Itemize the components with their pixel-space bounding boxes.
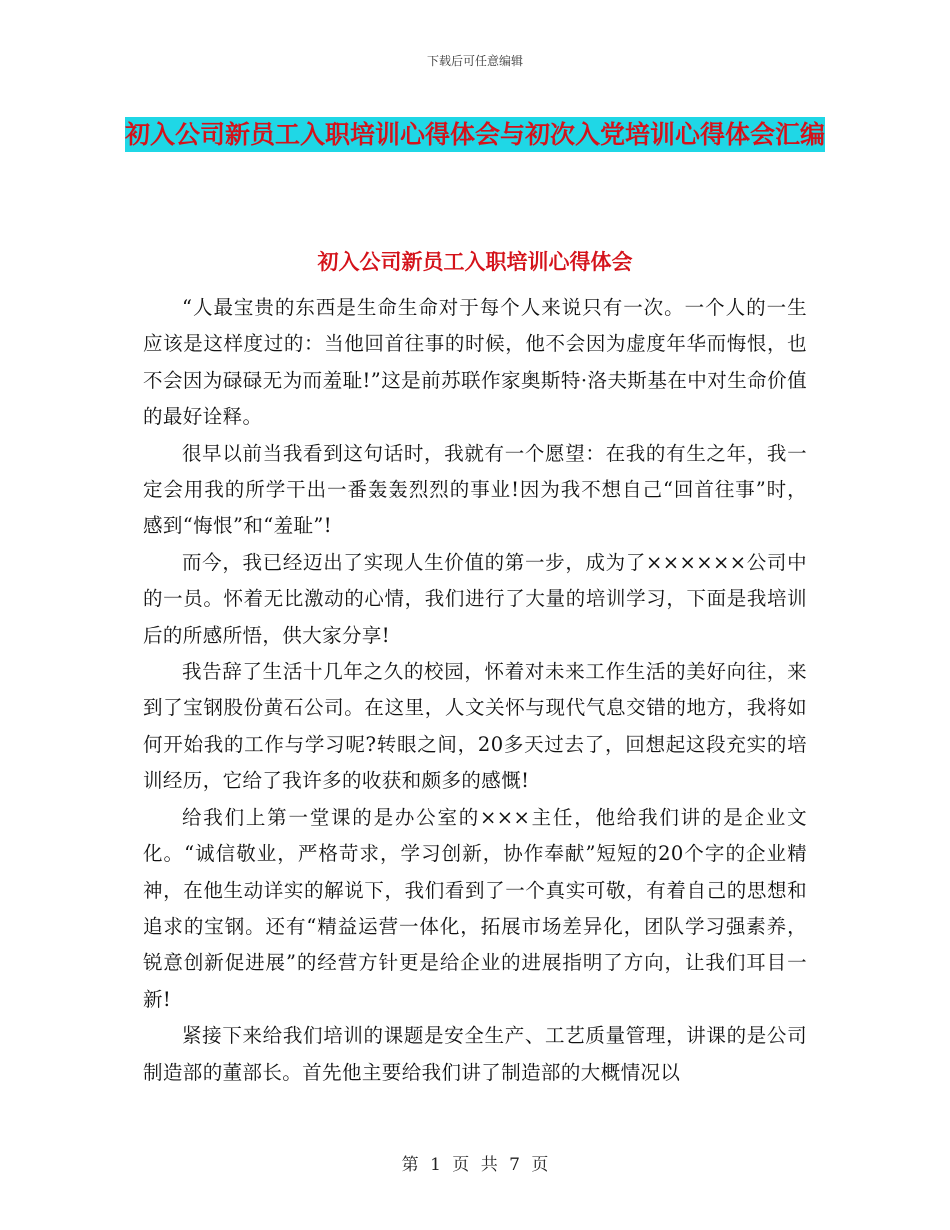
header-note: 下载后可任意编辑	[426, 54, 523, 68]
paragraph: 而今，我已经迈出了实现人生价值的第一步，成为了××××××公司中的一员。怀着无比激动的心情，我们进行了大量的培训学习，下面是我培训后的所感所悟，供大家分享!	[143, 550, 807, 647]
paragraph: 很早以前当我看到这句话时，我就有一个愿望：在我的有生之年，我一定会用我的所学干出一番轰轰烈烈的事业!因为我不想自己“回首往事”时，感到“悔恨”和“羞耻”!	[143, 441, 807, 538]
paragraph: 我告辞了生活十几年之久的校园，怀着对未来工作生活的美好向往，来到了宝钢股份黄石公司。在这里，人文关怀与现代气息交错的地方，我将如何开始我的工作与学习呢?转眼之间，20多天过去了，回想起这段充实的培训经历，它给了我许多的收获和颇多的感慨!	[143, 660, 807, 793]
document-title-text: 初入公司新员工入职培训心得体会与初次入党培训心得体会汇编	[125, 117, 825, 152]
paragraph: 紧接下来给我们培训的课题是安全生产、工艺质量管理，讲课的是公司制造部的董部长。首先他主要给我们讲了制造部的大概情况以	[143, 1024, 807, 1084]
paragraph: 给我们上第一堂课的是办公室的×××主任，他给我们讲的是企业文化。“诚信敬业，严格苛求，学习创新，协作奉献”短短的20个字的企业精神，在他生动详实的解说下，我们看到了一个真实可敬，有着自己的思想和追求的宝钢。还有“精益运营一体化，拓展市场差异化，团队学习强素养，锐意创新促进展”的经营方针更是给企业的进展指明了方向，让我们耳目一新!	[143, 805, 807, 1011]
paragraph: “人最宝贵的东西是生命生命对于每个人来说只有一次。一个人的一生应该是这样度过的：当他回首往事的时候，他不会因为虚度年华而悔恨，也不会因为碌碌无为而羞耻!”这是前苏联作家奥斯特·洛夫斯基在中对生命价值的最好诠释。	[143, 296, 807, 429]
body-text	[143, 290, 807, 1091]
section-title: 初入公司新员工入职培训心得体会	[317, 249, 633, 274]
page-footer: 第 1 页 共 7 页	[401, 1155, 549, 1175]
document-title	[120, 110, 830, 160]
